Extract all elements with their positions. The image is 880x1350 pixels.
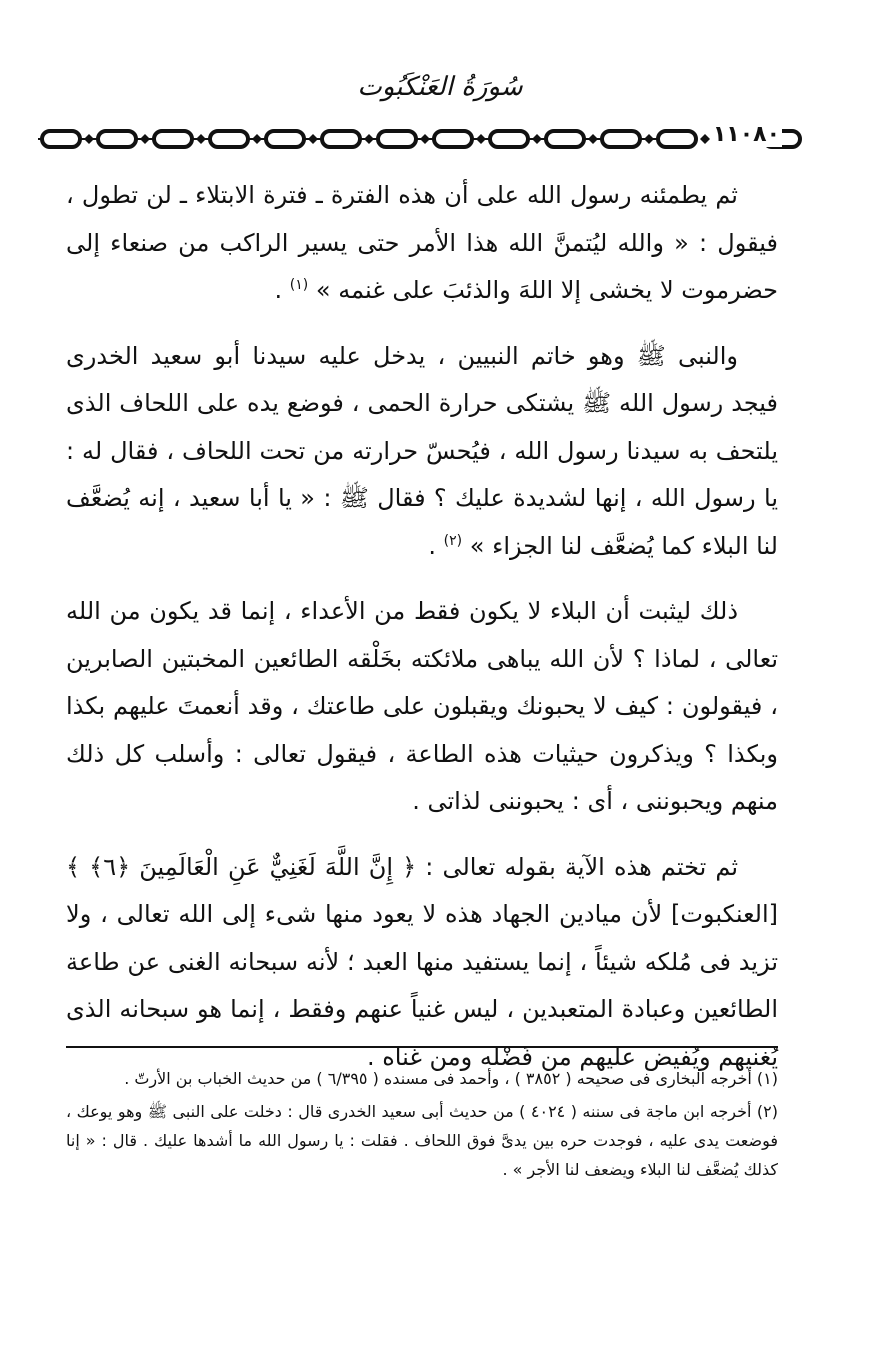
paragraph-1-end: . bbox=[274, 276, 290, 304]
footnotes bbox=[66, 1064, 778, 1188]
chain-diamond bbox=[140, 134, 150, 144]
paragraph-1-text: ثم يطمئنه رسول الله على أن هذه الفترة ـ فترة الابتلاء ـ لن تطول ، فيقول : « والله ليُتمنَّ الله هذا الأمر حتى يسير الراكب من صنعاء إلى حضرموت لا يخشى إلا اللهَ والذئبَ على غنمه » bbox=[66, 181, 778, 304]
chain-diamond bbox=[532, 134, 542, 144]
chain-link bbox=[210, 131, 248, 147]
chain-diamond bbox=[420, 134, 430, 144]
chain-link bbox=[658, 131, 696, 147]
footnote-divider bbox=[66, 1046, 778, 1048]
paragraph-3: ذلك ليثبت أن البلاء لا يكون فقط من الأعداء ، إنما قد يكون من الله تعالى ، لماذا ؟ لأن الله يباهى ملائكته بخَلْقه الطائعين المخبتين الصابرين ، فيقولون : كيف لا يحبونك ويقبلون على طاعتك ، وقد أنعمتَ عليهم بكذا وبكذا ؟ ويذكرون حيثيات هذه الطاعة ، فيقول تعالى : وأسلب كل ذلك منهم ويحبوننى ، أى : يحبوننى لذاتى . bbox=[66, 597, 778, 815]
chain-diamond bbox=[644, 134, 654, 144]
chain-diamond bbox=[476, 134, 486, 144]
footnote-2: (٢) أخرجه ابن ماجة فى سننه ( ٤٠٢٤ ) من حديث أبى سعيد الخدرى قال : دخلت على النبى ﷺ وهو يوعك ، فوضعت يدى عليه ، فوجدت حره بين يدىَّ فوق اللحاف . فقلت : يا رسول الله ما أشدها عليك . قال : « إنا كذلك يُضعَّف لنا البلاء ويضعف لنا الأجر » . bbox=[66, 1102, 779, 1179]
footnote-1: (١) أخرجه البخارى فى صحيحه ( ٣٨٥٢ ) ، وأحمد فى مسنده ( ٦/٣٩٥ ) من حديث الخباب بن الأرتّ . bbox=[124, 1069, 778, 1088]
paragraph-2 bbox=[66, 333, 778, 571]
main-text bbox=[66, 172, 778, 1099]
footnote-ref-1: (١) bbox=[289, 277, 309, 293]
paragraph-4: ثم تختم هذه الآية بقوله تعالى : ﴿ إِنَّ اللَّهَ لَغَنِيٌّ عَنِ الْعَالَمِينَ ﴿٦﴾ ﴾ [العنكبوت] لأن ميادين الجهاد هذه لا يعود منها شىء إلى الله تعالى ، ولا تزيد فى مُلكه شيئاً ، إنما يستفيد منها العبد ؛ لأنه سبحانه الغنى عن طاعة الطائعين وعبادة المتعبدين ، ليس غنياً عنهم وفقط ، إنما هو سبحانه الذى يُغنيهم ويُفيض عليهم من فَضْله ومن غناه . bbox=[66, 852, 778, 1071]
surah-title: سُورَةُ العَنْكَبُوت bbox=[357, 72, 523, 102]
chain-link bbox=[546, 131, 584, 147]
chain-diamond bbox=[588, 134, 598, 144]
chain-diamond bbox=[252, 134, 262, 144]
chain-diamond bbox=[364, 134, 374, 144]
chain-link bbox=[490, 131, 528, 147]
paragraph-1 bbox=[66, 172, 778, 315]
paragraph-2-text: والنبى ﷺ وهو خاتم النبيين ، يدخل عليه سيدنا أبو سعيد الخدرى فيجد رسول الله ﷺ يشتكى حرارة الحمى ، فوضع يده على اللحاف الذى يلتحف به سيدنا رسول الله ، فيُحسّ حرارته من تحت اللحاف ، فقال له : يا رسول الله ، إنها لشديدة عليك ؟ فقال ﷺ : « يا أبا سعيد ، إنه يُضعَّف لنا البلاء كما يُضعَّف لنا الجزاء » bbox=[66, 341, 778, 560]
chain-diamond bbox=[308, 134, 318, 144]
chain-diamond bbox=[84, 134, 94, 144]
footnote-ref-2: (٢) bbox=[443, 532, 463, 549]
paragraph-2-end: . bbox=[428, 531, 444, 560]
chain-link bbox=[602, 131, 640, 147]
header-ornament-row bbox=[38, 124, 804, 154]
chain-ornament bbox=[38, 124, 804, 154]
chain-link bbox=[266, 131, 304, 147]
chain-link bbox=[98, 131, 136, 147]
chain-link bbox=[322, 131, 360, 147]
chain-link bbox=[434, 131, 472, 147]
chain-link bbox=[42, 131, 80, 147]
chain-diamond bbox=[196, 134, 206, 144]
chain-link bbox=[378, 131, 416, 147]
page-number: ١١٠٨٠ bbox=[712, 122, 780, 147]
chain-diamond bbox=[700, 134, 710, 144]
chain-link bbox=[154, 131, 192, 147]
